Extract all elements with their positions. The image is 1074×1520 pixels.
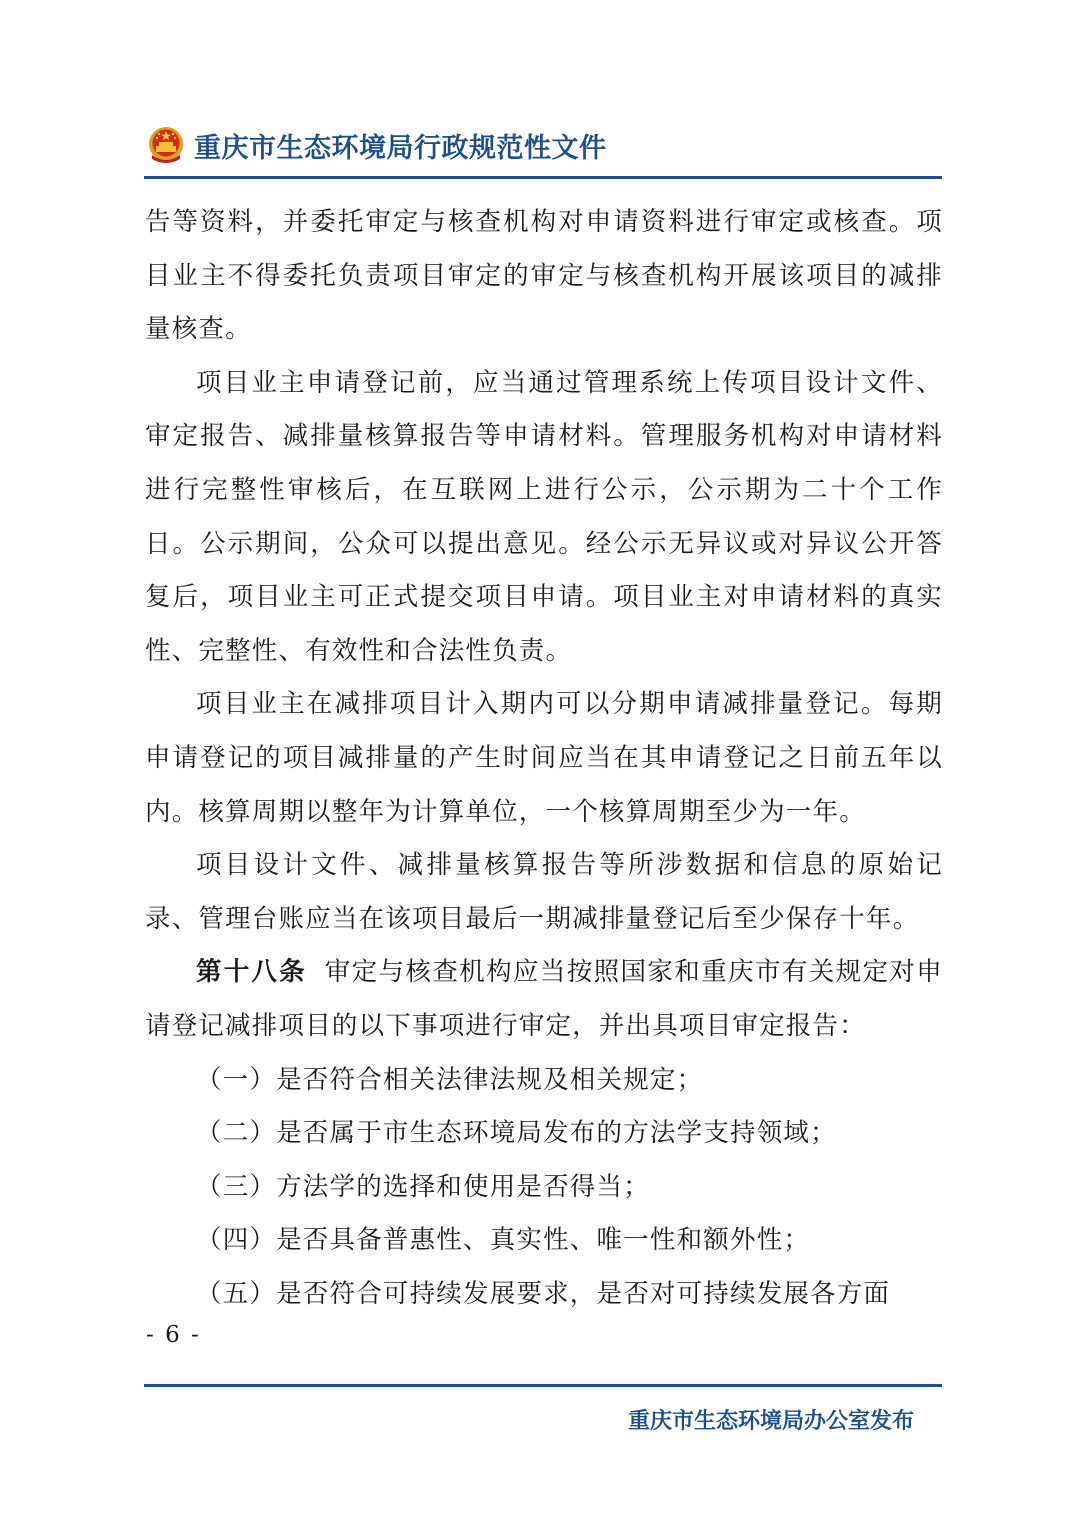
body-paragraph: 项目业主在减排项目计入期内可以分期申请减排量登记。每期申请登记的项目减排量的产生时间应当在其申请登记之日前五年以内。核算周期以整年为计算单位，一个核算周期至少为一年。: [145, 689, 943, 827]
article-label: 第十八条: [196, 957, 307, 988]
list-item: （五）是否符合可持续发展要求，是否对可持续发展各方面: [196, 1278, 891, 1309]
list-item: （一）是否符合相关法律法规及相关规定；: [196, 1064, 704, 1095]
document-header: [146, 122, 607, 168]
article-paragraph: [145, 946, 943, 1053]
body-paragraph: 告等资料，并委托审定与核查机构对申请资料进行审定或核查。项目业主不得委托负责项目审定的审定与核查机构开展该项目的减排量核查。: [145, 207, 943, 345]
document-body: [145, 196, 943, 1321]
list-item: （四）是否具备普惠性、真实性、唯一性和额外性；: [196, 1225, 811, 1256]
body-paragraph: 项目业主申请登记前，应当通过管理系统上传项目设计文件、审定报告、减排量核算报告等申请材料。管理服务机构对申请材料进行完整性审核后，在互联网上进行公示，公示期为二十个工作日。公示期间，公众可以提出意见。经公示无异议或对异议公开答复后，项目业主可正式提交项目申请。项目业主对申请材料的真实性、完整性、有效性和合法性负责。: [145, 367, 943, 666]
article-text: 审定与核查机构应当按照国家和重庆市有关规定对申请登记减排项目的以下事项进行审定，并出具项目审定报告：: [145, 957, 943, 1041]
header-divider: [144, 176, 942, 179]
list-item: （二）是否属于市生态环境局发布的方法学支持领域；: [196, 1118, 837, 1149]
footer-divider: [144, 1384, 942, 1387]
national-emblem-icon: [146, 125, 186, 165]
list-item: （三）方法学的选择和使用是否得当；: [196, 1171, 650, 1202]
header-title: 重庆市生态环境局行政规范性文件: [194, 132, 607, 164]
footer-publisher: 重庆市生态环境局办公室发布: [627, 1409, 914, 1434]
page-number: - 6 -: [146, 1322, 201, 1348]
body-paragraph: 项目设计文件、减排量核算报告等所涉数据和信息的原始记录、管理台账应当在该项目最后一期减排量登记后至少保存十年。: [145, 850, 943, 934]
